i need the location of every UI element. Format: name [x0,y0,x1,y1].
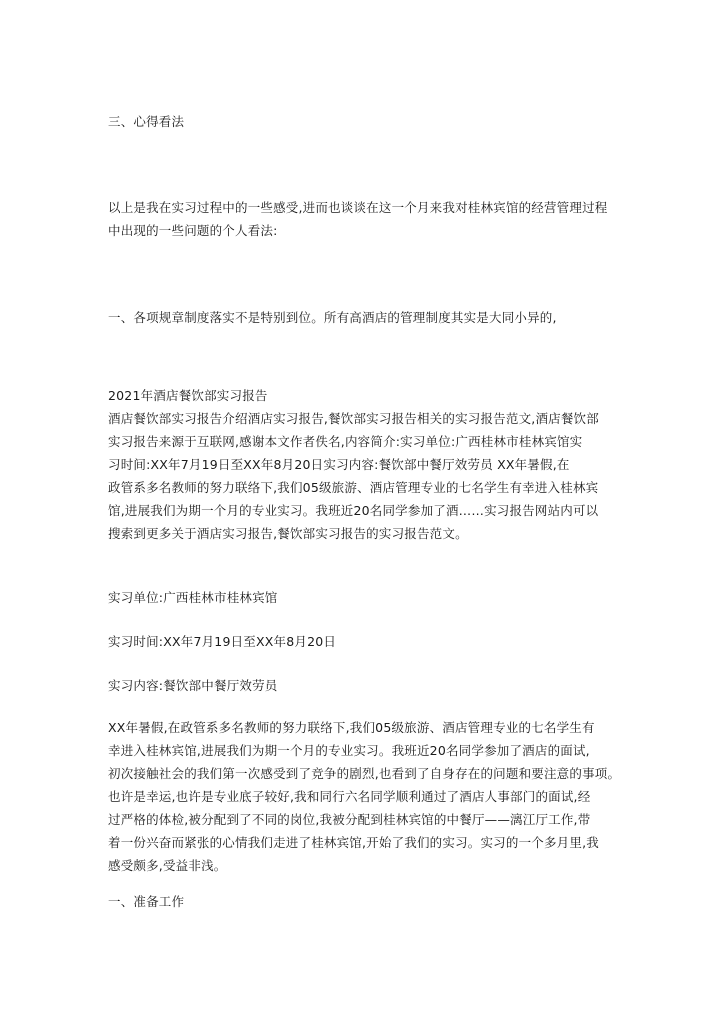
text-line: 过严格的体检,被分配到了不同的岗位,我被分配到桂林宾馆的中餐厅——漓江厅工作,带 [108,812,591,827]
text-line: 搜索到更多关于酒店实习报告,餐饮部实习报告的实习报告范文。 [108,526,468,541]
internship-unit: 实习单位:广西桂林市桂林宾馆 [108,590,278,605]
text-line: 也许是幸运,也许是专业底子较好,我和同行六名同学顺利通过了酒店人事部门的面试,经 [108,789,591,804]
section-heading: 三、心得看法 [108,114,185,129]
text-line: 初次接触社会的我们第一次感受到了竞争的剧烈,也看到了自身存在的问题和要注意的事项。 [108,766,621,781]
body-paragraph [108,716,621,877]
text-line: 酒店餐饮部实习报告介绍酒店实习报告,餐饮部实习报告相关的实习报告范文,酒店餐饮部 [108,411,599,426]
text-line: 以上是我在实习过程中的一些感受,进而也谈谈在这一个月来我对桂林宾馆的经营管理过程 [108,200,608,215]
text-line: 馆,进展我们为期一个月的专业实习。我班近20名同学参加了酒……实习报告网站内可以 [108,503,599,518]
internship-content: 实习内容:餐饮部中餐厅效劳员 [108,678,278,693]
text-line: 政管系多名教师的努力联络下,我们05级旅游、酒店管理专业的七名学生有幸进入桂林宾 [108,480,599,495]
prep-heading: 一、准备工作 [108,894,185,909]
text-line: 实习报告来源于互联网,感谢本文作者佚名,内容简介:实习单位:广西桂林市桂林宾馆实 [108,434,583,449]
text-line: XX年暑假,在政管系多名教师的努力联络下,我们05级旅游、酒店管理专业的七名学生有 [108,720,595,735]
text-line: 幸进入桂林宾馆,进展我们为期一个月的专业实习。我班近20名同学参加了酒店的面试, [108,743,590,758]
text-line: 习时间:XX年7月19日至XX年8月20日实习内容:餐饮部中餐厅效劳员 XX年暑假,在 [108,457,570,472]
text-line: 感受颇多,受益非浅。 [108,858,227,873]
point-one: 一、各项规章制度落实不是特别到位。所有高酒店的管理制度其实是大同小异的, [108,310,557,325]
report-title: 2021年酒店餐饮部实习报告 [108,388,268,403]
internship-time: 实习时间:XX年7月19日至XX年8月20日 [108,634,337,649]
text-line: 中出现的一些问题的个人看法: [108,223,278,238]
report-summary [108,384,618,545]
intro-paragraph [108,196,618,242]
text-line: 着一份兴奋而紧张的心情我们走进了桂林宾馆,开始了我们的实习。实习的一个多月里,我 [108,835,599,850]
